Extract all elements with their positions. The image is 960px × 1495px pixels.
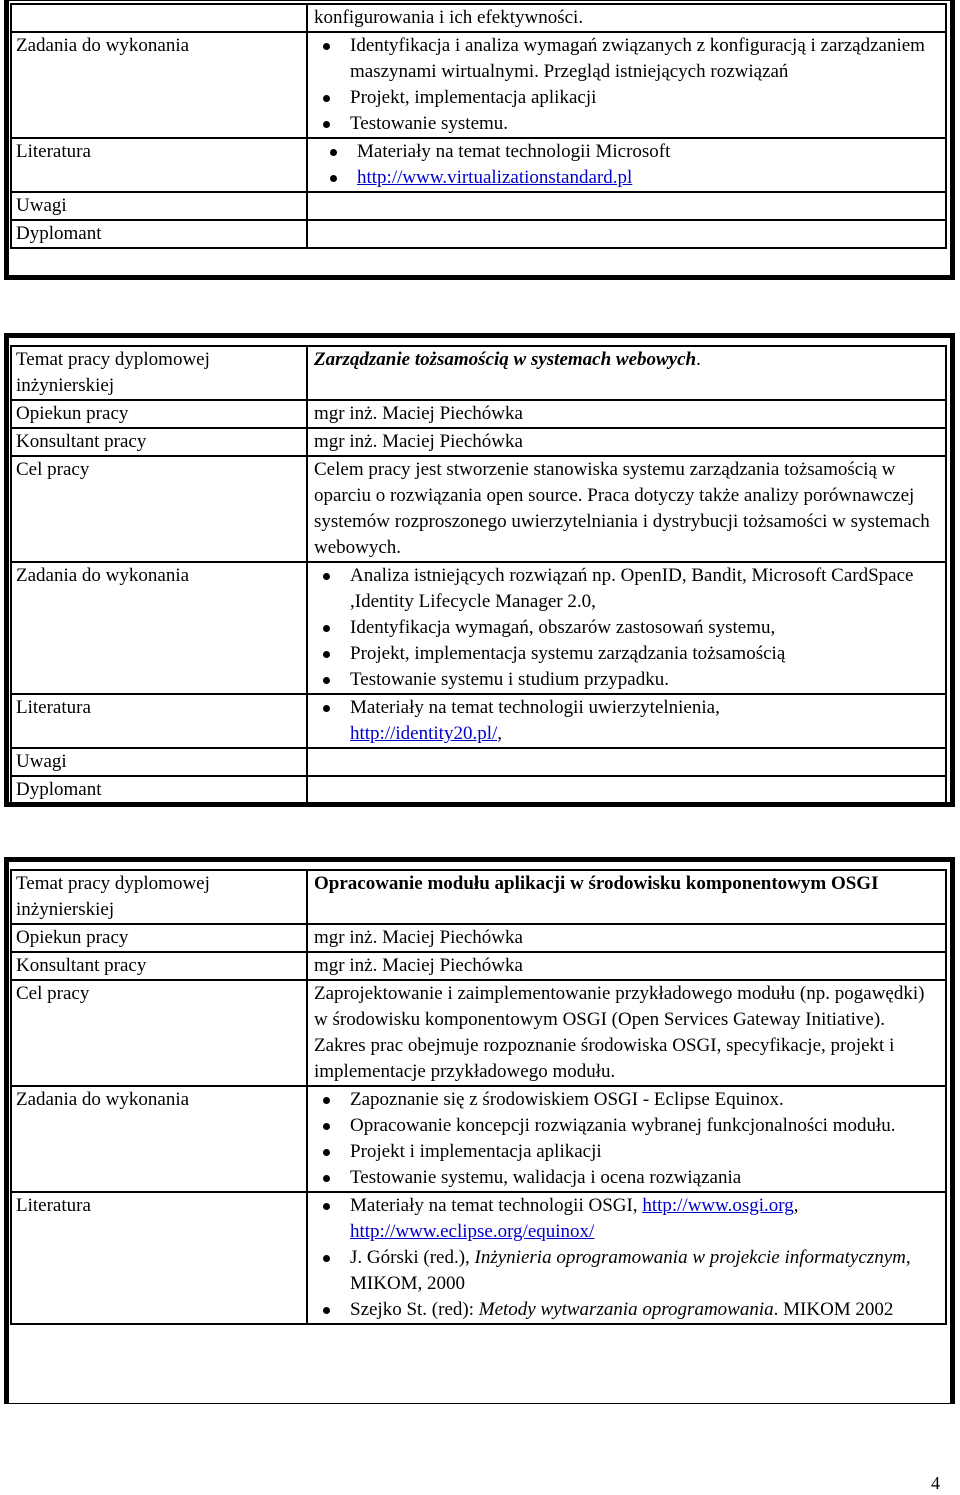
list-item: Projekt, implementacja aplikacji — [350, 85, 941, 111]
lit-author: J. Górski (red.), — [350, 1247, 475, 1268]
table-row — [11, 192, 946, 220]
label-temat: Temat pracy dyplomowej inżynierskiej — [11, 346, 307, 400]
title-suffix: . — [696, 349, 701, 370]
zadania-list — [314, 1087, 941, 1191]
identity20-link[interactable]: http://identity20.pl/ — [350, 723, 498, 744]
list-item: Testowanie systemu. — [350, 111, 941, 137]
thesis-table-2 — [10, 345, 947, 805]
lit-text: Materiały na temat technologii OSGI, — [350, 1195, 643, 1216]
list-item: Projekt, implementacja systemu zarządzania tożsamością — [350, 641, 941, 667]
list-item: Testowanie systemu, walidacja i ocena rozwiązania — [350, 1165, 941, 1191]
table-row — [11, 456, 946, 562]
list-item — [350, 1245, 941, 1297]
lit-title: Inżynieria oprogramowania w projekcie informatycznym — [474, 1247, 906, 1268]
cel-tail: konfigurowania i ich efektywności. — [307, 4, 946, 32]
konsultant-value: mgr inż. Maciej Piechówka — [307, 952, 946, 980]
link-suffix: , — [497, 723, 502, 744]
label-zadania: Zadania do wykonania — [11, 1086, 307, 1192]
table-row — [11, 220, 946, 248]
label-konsultant: Konsultant pracy — [11, 952, 307, 980]
table-row — [11, 1192, 946, 1324]
list-item: Identyfikacja i analiza wymagań związanych z konfiguracją i zarządzaniem maszynami wirtualnymi. Przegląd istniejących rozwiązań — [350, 33, 941, 85]
lit-author: Szejko St. (red): — [350, 1299, 479, 1320]
table-row — [11, 870, 946, 924]
table-row — [11, 32, 946, 138]
table-row — [11, 1086, 946, 1192]
lit-publisher: . MIKOM 2002 — [773, 1299, 894, 1320]
list-item: Testowanie systemu i studium przypadku. — [350, 667, 941, 693]
table-row — [11, 428, 946, 456]
table-row — [11, 980, 946, 1086]
osgi-link[interactable]: http://www.osgi.org — [642, 1195, 794, 1216]
cel-value: Celem pracy jest stworzenie stanowiska systemu zarządzania tożsamością w oparciu o rozwiązania open source. Praca dotyczy także analizy porównawczej systemów rozproszonego uwierzytelniania i dystrybucji tożsamości w systemach webowych. — [307, 456, 946, 562]
label-dyplomant: Dyplomant — [11, 220, 307, 248]
table-row — [11, 694, 946, 748]
list-item: Zapoznanie się z środowiskiem OSGI - Eclipse Equinox. — [350, 1087, 941, 1113]
zadania-list — [314, 33, 941, 137]
literatura-list — [314, 1193, 941, 1323]
table-row — [11, 952, 946, 980]
list-item — [350, 1297, 941, 1323]
label-literatura: Literatura — [11, 694, 307, 748]
label-opiekun: Opiekun pracy — [11, 400, 307, 428]
table-row — [11, 4, 946, 32]
virtualization-link[interactable]: http://www.virtualizationstandard.pl — [357, 167, 633, 188]
label-cel: Cel pracy — [11, 456, 307, 562]
thesis-table-1 — [10, 3, 947, 249]
table-row — [11, 562, 946, 694]
list-item: Projekt i implementacja aplikacji — [350, 1139, 941, 1165]
lit-separator: , — [793, 1195, 799, 1216]
cel-paragraph-2: Zakres prac obejmuje rozpoznanie środowiska OSGI, specyfikacje, projekt i implementacje przykładowego modułu. — [314, 1035, 895, 1082]
opiekun-value: mgr inż. Maciej Piechówka — [307, 400, 946, 428]
label-konsultant: Konsultant pracy — [11, 428, 307, 456]
list-item: Opracowanie koncepcji rozwiązania wybranej funkcjonalności modułu. — [350, 1113, 941, 1139]
list-item — [357, 165, 941, 191]
label-cel: Cel pracy — [11, 980, 307, 1086]
table-row — [11, 346, 946, 400]
zadania-list — [314, 563, 941, 693]
table-row — [11, 776, 946, 804]
literatura-list — [314, 139, 941, 191]
list-item — [350, 1193, 941, 1245]
literatura-text: Materiały na temat technologii uwierzytelnienia, — [350, 697, 720, 718]
thesis-title: Zarządzanie tożsamością w systemach webowych — [314, 349, 697, 370]
konsultant-value: mgr inż. Maciej Piechówka — [307, 428, 946, 456]
list-item: Identyfikacja wymagań, obszarów zastosowań systemu, — [350, 615, 941, 641]
label-zadania: Zadania do wykonania — [11, 562, 307, 694]
lit-publisher: , MIKOM, 2000 — [350, 1247, 911, 1294]
cel-paragraph-1: Zaprojektowanie i zaimplementowanie przykładowego modułu (np. pogawędki) w środowisku komponentowym OSGI (Open Services Gateway Initiative). — [314, 983, 925, 1030]
label-opiekun: Opiekun pracy — [11, 924, 307, 952]
label-literatura: Literatura — [11, 1192, 307, 1324]
list-item: Materiały na temat technologii Microsoft — [357, 139, 941, 165]
lit-title: Metody wytwarzania oprogramowania — [478, 1299, 774, 1320]
label-temat: Temat pracy dyplomowej inżynierskiej — [11, 870, 307, 924]
thesis-table-3 — [10, 869, 947, 1325]
equinox-link[interactable]: http://www.eclipse.org/equinox/ — [350, 1221, 595, 1242]
label-zadania: Zadania do wykonania — [11, 32, 307, 138]
list-item — [350, 695, 941, 747]
opiekun-value: mgr inż. Maciej Piechówka — [307, 924, 946, 952]
label-literatura: Literatura — [11, 138, 307, 192]
list-item: Analiza istniejących rozwiązań np. OpenID, Bandit, Microsoft CardSpace ,Identity Lifecycle Manager 2.0, — [350, 563, 941, 615]
literatura-list — [314, 695, 941, 747]
page-number: 4 — [931, 1473, 940, 1493]
table-row — [11, 138, 946, 192]
table-row — [11, 400, 946, 428]
table-row — [11, 924, 946, 952]
label-uwagi: Uwagi — [11, 748, 307, 776]
label-dyplomant: Dyplomant — [11, 776, 307, 804]
label-uwagi: Uwagi — [11, 192, 307, 220]
thesis-title: Opracowanie modułu aplikacji w środowisku komponentowym OSGI — [307, 870, 946, 924]
table-row — [11, 748, 946, 776]
